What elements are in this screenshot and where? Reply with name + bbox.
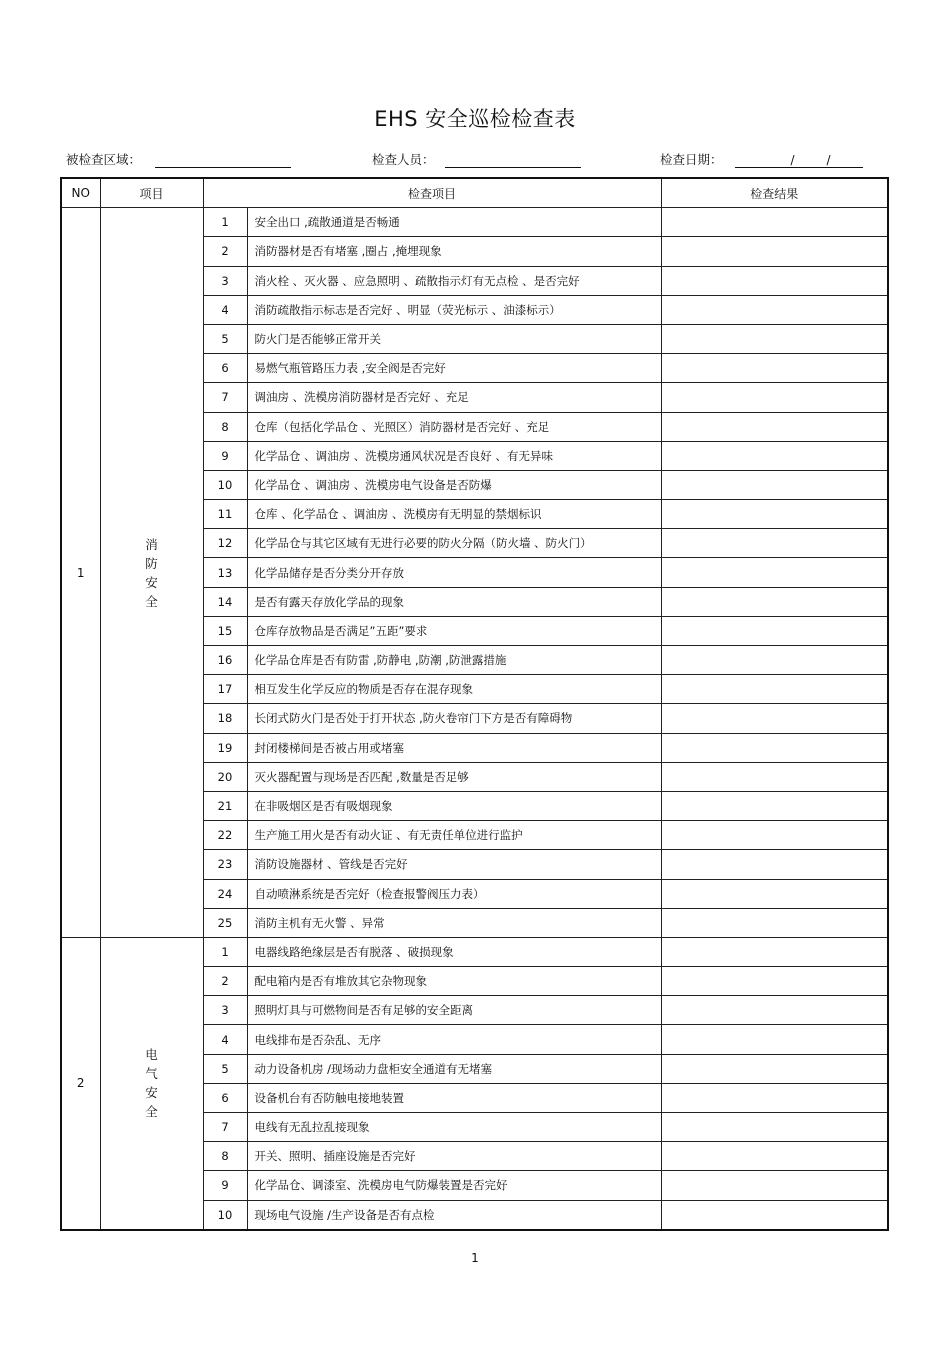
item-number: 17: [203, 675, 247, 704]
page-number: 1: [471, 1251, 479, 1265]
check-item-text: 照明灯具与可燃物间是否有足够的安全距离: [247, 996, 661, 1025]
table-row: [61, 937, 888, 966]
check-result-cell[interactable]: [661, 908, 888, 937]
check-item-text: 化学品仓 、调油房 、洗模房通风状况是否良好 、有无异味: [247, 441, 661, 470]
check-result-cell[interactable]: [661, 295, 888, 324]
check-item-text: 设备机台有否防触电接地装置: [247, 1083, 661, 1112]
inspector-label: 检查人员：: [372, 152, 435, 167]
item-number: 18: [203, 704, 247, 733]
inspection-header: [66, 150, 886, 172]
check-item-text: 消火栓 、灭火器 、应急照明 、疏散指示灯有无点检 、是否完好: [247, 266, 661, 295]
item-number: 2: [203, 967, 247, 996]
inspection-date-field: [660, 150, 863, 168]
check-result-cell[interactable]: [661, 733, 888, 762]
inspected-area-blank[interactable]: [155, 153, 291, 168]
check-item-text: 易燃气瓶管路压力表 ,安全阀是否完好: [247, 354, 661, 383]
check-item-text: 配电箱内是否有堆放其它杂物现象: [247, 967, 661, 996]
item-number: 6: [203, 1083, 247, 1112]
check-result-cell[interactable]: [661, 1083, 888, 1112]
item-number: 5: [203, 1054, 247, 1083]
check-item-text: 调油房 、洗模房消防器材是否完好 、充足: [247, 383, 661, 412]
item-number: 11: [203, 500, 247, 529]
item-number: 21: [203, 791, 247, 820]
col-header-check-item: 检查项目: [203, 178, 661, 208]
item-number: 12: [203, 529, 247, 558]
item-number: 7: [203, 383, 247, 412]
group-category: 消防安全: [145, 536, 158, 609]
item-number: 3: [203, 996, 247, 1025]
item-number: 14: [203, 587, 247, 616]
check-item-text: 仓库 、化学品仓 、调油房 、洗模房有无明显的禁烟标识: [247, 500, 661, 529]
inspected-area-field: [66, 150, 291, 168]
check-result-cell[interactable]: [661, 646, 888, 675]
item-number: 16: [203, 646, 247, 675]
item-number: 19: [203, 733, 247, 762]
check-item-text: 电线排布是否杂乱、无序: [247, 1025, 661, 1054]
page-title: EHS 安全巡检检查表: [374, 107, 576, 131]
check-result-cell[interactable]: [661, 996, 888, 1025]
item-number: 2: [203, 237, 247, 266]
item-number: 8: [203, 1142, 247, 1171]
item-number: 10: [203, 1200, 247, 1230]
check-item-text: 现场电气设施 /生产设备是否有点检: [247, 1200, 661, 1230]
check-result-cell[interactable]: [661, 383, 888, 412]
col-header-no: NO: [61, 178, 100, 208]
item-number: 13: [203, 558, 247, 587]
check-result-cell[interactable]: [661, 821, 888, 850]
item-number: 15: [203, 616, 247, 645]
check-item-text: 化学品仓与其它区域有无进行必要的防火分隔（防火墙 、防火门）: [247, 529, 661, 558]
check-item-text: 在非吸烟区是否有吸烟现象: [247, 791, 661, 820]
col-header-result: 检查结果: [661, 178, 888, 208]
item-number: 4: [203, 1025, 247, 1054]
check-result-cell[interactable]: [661, 1113, 888, 1142]
check-item-text: 消防疏散指示标志是否完好 、明显（荧光标示 、油漆标示）: [247, 295, 661, 324]
table-row: [61, 208, 888, 237]
inspector-blank[interactable]: [445, 153, 581, 168]
check-item-text: 是否有露天存放化学品的现象: [247, 587, 661, 616]
check-result-cell[interactable]: [661, 208, 888, 237]
item-number: 8: [203, 412, 247, 441]
check-result-cell[interactable]: [661, 266, 888, 295]
group-number: 1: [61, 208, 100, 938]
check-result-cell[interactable]: [661, 704, 888, 733]
check-result-cell[interactable]: [661, 1171, 888, 1200]
item-number: 22: [203, 821, 247, 850]
check-result-cell[interactable]: [661, 441, 888, 470]
inspector-field: [372, 150, 581, 168]
item-number: 24: [203, 879, 247, 908]
check-result-cell[interactable]: [661, 879, 888, 908]
check-item-text: 防火门是否能够正常开关: [247, 324, 661, 353]
check-item-text: 动力设备机房 /现场动力盘柜安全通道有无堵塞: [247, 1054, 661, 1083]
group-category-cell: [100, 208, 203, 938]
item-number: 6: [203, 354, 247, 383]
check-result-cell[interactable]: [661, 324, 888, 353]
item-number: 9: [203, 1171, 247, 1200]
check-item-text: 仓库（包括化学品仓 、光照区）消防器材是否完好 、充足: [247, 412, 661, 441]
check-result-cell[interactable]: [661, 1142, 888, 1171]
check-result-cell[interactable]: [661, 587, 888, 616]
item-number: 20: [203, 762, 247, 791]
check-result-cell[interactable]: [661, 1200, 888, 1230]
item-number: 7: [203, 1113, 247, 1142]
check-result-cell[interactable]: [661, 470, 888, 499]
check-result-cell[interactable]: [661, 616, 888, 645]
check-item-text: 消防器材是否有堵塞 ,圈占 ,掩埋现象: [247, 237, 661, 266]
group-category-cell: [100, 937, 203, 1229]
check-result-cell[interactable]: [661, 412, 888, 441]
check-result-cell[interactable]: [661, 791, 888, 820]
inspected-area-label: 被检查区域：: [66, 152, 142, 167]
table-body: [61, 208, 888, 1230]
item-number: 10: [203, 470, 247, 499]
check-item-text: 化学品仓库是否有防雷 ,防静电 ,防潮 ,防泄露措施: [247, 646, 661, 675]
check-item-text: 封闭楼梯间是否被占用或堵塞: [247, 733, 661, 762]
check-result-cell[interactable]: [661, 850, 888, 879]
check-result-cell[interactable]: [661, 967, 888, 996]
date-separator: /: [790, 153, 795, 167]
check-item-text: 电线有无乱拉乱接现象: [247, 1113, 661, 1142]
check-result-cell[interactable]: [661, 1025, 888, 1054]
table-header-row: [61, 178, 888, 208]
check-item-text: 长闭式防火门是否处于打开状态 ,防火卷帘门下方是否有障碍物: [247, 704, 661, 733]
check-result-cell[interactable]: [661, 237, 888, 266]
check-item-text: 化学品储存是否分类分开存放: [247, 558, 661, 587]
inspection-date-label: 检查日期：: [660, 152, 723, 167]
item-number: 3: [203, 266, 247, 295]
item-number: 4: [203, 295, 247, 324]
item-number: 1: [203, 208, 247, 237]
check-item-text: 化学品仓 、调油房 、洗模房电气设备是否防爆: [247, 470, 661, 499]
item-number: 5: [203, 324, 247, 353]
check-item-text: 仓库存放物品是否满足”五距”要求: [247, 616, 661, 645]
group-category: 电气安全: [145, 1047, 158, 1120]
check-result-cell[interactable]: [661, 529, 888, 558]
check-item-text: 灭火器配置与现场是否匹配 ,数量是否足够: [247, 762, 661, 791]
check-result-cell[interactable]: [661, 354, 888, 383]
check-item-text: 相互发生化学反应的物质是否存在混存现象: [247, 675, 661, 704]
date-separator: /: [826, 153, 831, 167]
check-item-text: 安全出口 ,疏散通道是否畅通: [247, 208, 661, 237]
check-item-text: 消防主机有无火警 、异常: [247, 908, 661, 937]
check-item-text: 生产施工用火是否有动火证 、有无责任单位进行监护: [247, 821, 661, 850]
check-item-text: 消防设施器材 、管线是否完好: [247, 850, 661, 879]
item-number: 25: [203, 908, 247, 937]
check-result-cell[interactable]: [661, 937, 888, 966]
col-header-category: 项目: [100, 178, 203, 208]
check-result-cell[interactable]: [661, 558, 888, 587]
group-number: 2: [61, 937, 100, 1229]
check-item-text: 自动喷淋系统是否完好（检查报警阀压力表）: [247, 879, 661, 908]
check-item-text: 化学品仓、调漆室、洗模房电气防爆装置是否完好: [247, 1171, 661, 1200]
item-number: 9: [203, 441, 247, 470]
item-number: 23: [203, 850, 247, 879]
item-number: 1: [203, 937, 247, 966]
check-item-text: 开关、照明、插座设施是否完好: [247, 1142, 661, 1171]
check-result-cell[interactable]: [661, 1054, 888, 1083]
inspection-date-blank[interactable]: [735, 153, 863, 168]
check-result-cell[interactable]: [661, 500, 888, 529]
check-result-cell[interactable]: [661, 762, 888, 791]
check-item-text: 电器线路绝缘层是否有脱落 、破损现象: [247, 937, 661, 966]
check-result-cell[interactable]: [661, 675, 888, 704]
inspection-table: [60, 177, 889, 1231]
